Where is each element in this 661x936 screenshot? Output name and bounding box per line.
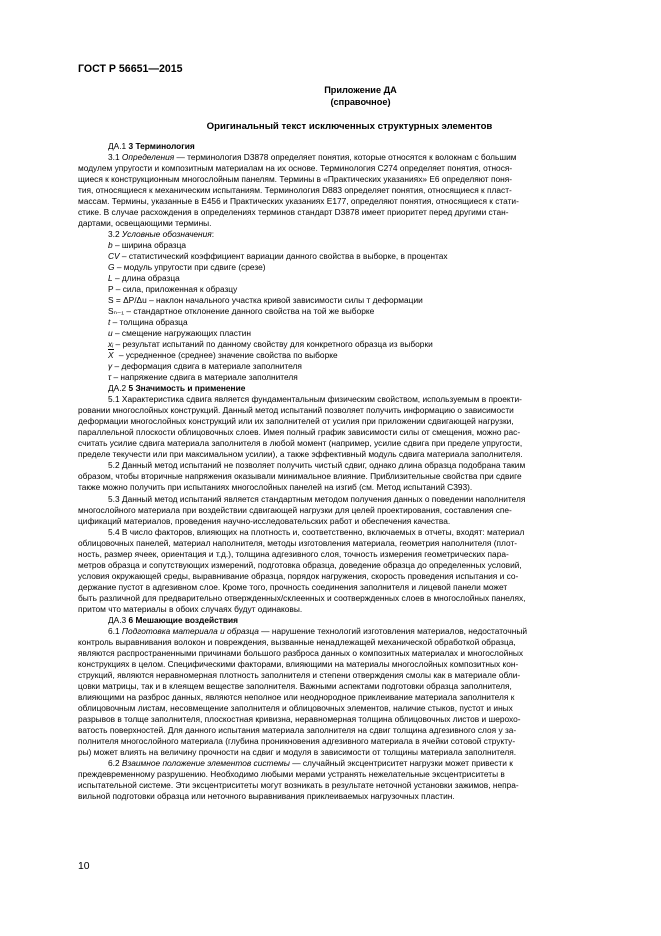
line-text: преждевременному разрушению. Необходимо любыми мерами устранять нежелательные эксцентриситеты в (78, 768, 505, 779)
line-text: – усредненное (среднее) значение свойства по выборке (116, 350, 338, 361)
emphasized-term: Определения (121, 152, 175, 163)
text-line (78, 648, 581, 659)
clause-title: 6 Мешающие воздействия (128, 614, 238, 625)
line-text: струкций, являются неравномерная плотность заполнителя и степени отверждения смолы как в материале обли- (78, 669, 521, 680)
text-line (78, 163, 581, 174)
emphasized-term: b (108, 240, 113, 251)
emphasized-term: Взаимное положение элементов системы (121, 757, 290, 768)
text-line (78, 449, 581, 460)
standard-designation: ГОСТ Р 56651—2015 (78, 63, 183, 75)
line-text: дартами, освещающими термины. (78, 218, 212, 229)
text-line (78, 471, 581, 482)
line-text: : (211, 229, 215, 240)
line-text: модулем упругости и композитным материалам на их основе. Терминология C274 определяет понятия, относя- (78, 163, 513, 174)
line-text: деформации многослойных конструкций или их заполнителей от усилия при приложении сдвигающей нагрузки, (78, 416, 514, 427)
line-text: – статистический коэффициент вариации данного свойства в выборке, в процентах (119, 251, 448, 262)
text-line (78, 273, 581, 284)
emphasized-term: G (108, 262, 115, 273)
text-line (78, 736, 581, 747)
text-line (78, 372, 581, 383)
text-line (78, 361, 581, 372)
line-text: ватость поверхностей. Для данного испытания материала заполнителя на сдвиг толщина адгезивного слоя у за- (78, 724, 517, 735)
line-text: 5.4 В число факторов, влияющих на плотность и, соответственно, включаемых в отчеты, входят: материал (108, 526, 525, 537)
text-line (78, 339, 581, 350)
line-text: влияющими на разброс данных, являются неполное или неоднородное приклеивание материала заполнителя к (78, 691, 515, 702)
emphasized-term: γ (108, 361, 113, 372)
text-line (78, 240, 581, 251)
text-line (78, 549, 581, 560)
line-text: стике. В случае расхождения в определениях терминов стандарт D3878 имеет приоритет перед другими стан- (78, 207, 509, 218)
line-text: облицовочным листам, несовмещение заполнителя и облицовочных элементов, наличие стыков, пустот и иных (78, 702, 513, 713)
document-body (78, 141, 581, 802)
line-text: S = ΔP/Δu – наклон начального участка кривой зависимости силы т деформации (108, 295, 423, 306)
line-text: метров образца и сопутствующих измерений, подготовка образца, доведение образца до определенных условий, (78, 559, 522, 570)
emphasized-term: xᵢ (108, 339, 114, 350)
clause-number: 6.2 (108, 757, 122, 768)
line-text: ры) может влиять на величину прочности на сдвиг и модуля в зависимости от толщины материала заполнителя. (78, 746, 517, 757)
clause-number: ДА.3 (108, 614, 129, 625)
text-line (78, 494, 581, 505)
text-line (78, 681, 581, 692)
emphasized-term: Условные обозначения (121, 229, 212, 240)
line-text: — терминология D3878 определяет понятия, которые относятся к волокнам с большим (174, 152, 517, 163)
line-text: 5.2 Данный метод испытаний не позволяет получить чистый сдвиг, однако длина образца подобрана таким (108, 460, 526, 471)
section-heading: Оригинальный текст исключенных структурных элементов (206, 121, 493, 132)
text-line (78, 350, 581, 361)
text-line (78, 747, 581, 758)
text-line (78, 516, 581, 527)
text-line (78, 218, 581, 229)
text-line (78, 670, 581, 681)
line-text: многослойного материала при воздействии сдвигающей нагрузки для целей проектирования, составления спе- (78, 504, 512, 515)
page-number: 10 (78, 861, 90, 872)
line-text: цовки матрицы, так и в клеящем веществе заполнителя. Важными аспектами подготовки образца заполнителя, (78, 680, 512, 691)
annex-subtitle: (справочное) (330, 97, 391, 108)
text-line (78, 560, 581, 571)
line-text: щиеся к конструкционным многослойным панелям. Термины в «Практических указаниях» E6 определяют поня- (78, 174, 513, 185)
text-line (78, 207, 581, 218)
text-line (78, 604, 581, 615)
clause-number: 6.1 (108, 625, 122, 636)
text-line (78, 593, 581, 604)
emphasized-term: u (108, 328, 113, 339)
text-line (78, 571, 581, 582)
line-text: – ширина образца (112, 240, 186, 251)
text-line (78, 615, 581, 626)
text-line (78, 758, 581, 769)
clause-number: 3.1 (108, 152, 122, 163)
text-line (78, 328, 581, 339)
clause-number: 3.2 (108, 229, 122, 240)
text-line (78, 141, 581, 152)
line-text: пределе текучести или при максимальном усилии), а также эффективный модуль сдвига материала заполнителя. (78, 449, 523, 460)
text-line (78, 780, 581, 791)
text-line (78, 714, 581, 725)
annex-title: Приложение ДА (324, 85, 397, 95)
line-text: массам. Термины, указанные в E456 и Практических указаниях E177, определяют понятия, относящиеся к стати- (78, 196, 519, 207)
text-line (78, 659, 581, 670)
line-text: P – сила, приложенная к образцу (108, 284, 238, 295)
line-text: разрывов в толще заполнителя, плоскостная кривизна, неравномерная толщина облицовочных листов и шерохо- (78, 713, 521, 724)
line-text: 5.1 Характеристика сдвига является фундаментальным физическим свойством, используемым в проекти- (108, 394, 522, 405)
line-text: цификаций материалов, проведения научно-исследовательских работ и обеспечения качества. (78, 515, 451, 526)
text-line (78, 791, 581, 802)
line-text: – модуль упругости при сдвиге (срезе) (114, 262, 266, 273)
text-line (78, 229, 581, 240)
text-line (78, 538, 581, 549)
line-text: 5.3 Данный метод испытаний является стандартным методом получения данных о поведении наполнителя (108, 493, 526, 504)
annex-header (0, 84, 661, 109)
line-text: являются распространенными причинами большого разброса данных о композитных материалах и многослойных (78, 647, 524, 658)
clause-number: ДА.1 (108, 141, 129, 151)
emphasized-term: t (108, 317, 111, 328)
clause-title: 3 Терминология (128, 141, 195, 151)
line-text: — нарушение технологий изготовления материалов, недостаточный (258, 625, 528, 636)
line-text: — случайный эксцентриситет нагрузки может привести к (289, 757, 513, 768)
emphasized-term: L (108, 273, 113, 284)
line-text: ровании многослойных конструкций. Данный метод испытаний позволяет получить информацию о зависимости (78, 405, 514, 416)
text-line (78, 306, 581, 317)
line-text: облицовочных панелей, материал наполнителя, методы изготовления материала, геометрия наполнителя (плот- (78, 537, 518, 548)
text-line (78, 703, 581, 714)
text-line (78, 460, 581, 471)
line-text: – результат испытаний по данному свойству для конкретного образца из выборки (113, 339, 433, 350)
text-line (78, 527, 581, 538)
text-line (78, 185, 581, 196)
line-text: испытательной системе. Эти эксцентриситеты могут возникать в результате неточной установки зажимов, непра- (78, 779, 519, 790)
line-text: тия, относящиеся к механическим испытаниям. Терминология D883 определяет понятия, относящиеся к пласт- (78, 185, 512, 196)
line-text: образом, чтобы вторичные напряжения оказывали минимальное влияние. Приблизительные свойства при сдвиге (78, 471, 522, 482)
text-line (78, 505, 581, 516)
text-line (78, 725, 581, 736)
line-text: – длина образца (112, 273, 180, 284)
text-line (78, 637, 581, 648)
text-line (78, 317, 581, 328)
line-text: ность, размер ячеек, ориентация и т.д.), толщина адгезивного слоя, точность измерения геометрических пара- (78, 548, 509, 559)
line-text: условия окружающей среды, выравнивание образца, порядок нагружения, скорость проведения испытания и со- (78, 570, 519, 581)
text-line (78, 152, 581, 163)
text-line (78, 262, 581, 273)
line-text: параллельной плоскости облицовочных слоев. Имея полный график зависимости силы от смещения, можно рас- (78, 427, 521, 438)
clause-number: ДА.2 (108, 383, 129, 394)
line-text: контроль выравнивания волокон и повреждения, вызванные ненадлежащей механической обработкой образца, (78, 636, 516, 647)
text-line (78, 405, 581, 416)
text-line (78, 174, 581, 185)
line-text: притом что материалы в обоих случаях будут одинаковы. (78, 603, 303, 614)
line-text: также можно получить при испытаниях многослойных панелей на изгиб (см. Метод испытаний C393). (78, 482, 473, 493)
text-line (78, 626, 581, 637)
text-line (78, 383, 581, 394)
text-line (78, 295, 581, 306)
emphasized-term: τ (108, 372, 112, 383)
emphasized-term: Подготовка материала и образца (121, 625, 259, 636)
text-line (78, 416, 581, 427)
emphasized-term: CV (108, 251, 120, 262)
text-line (78, 251, 581, 262)
text-line (78, 582, 581, 593)
text-line (78, 284, 581, 295)
line-text: держание пустот в адгезивном слое. Кроме того, прочность соединения заполнителя и лицевой панели может (78, 581, 508, 592)
line-text: быть различной для предварительно отвержденных/склеенных и соотвержденных слоев в многослойных панелях, (78, 592, 526, 603)
line-text: полнителя многослойного материала (глубина проникновения адгезивного материала в ячейки сотовой структу- (78, 735, 516, 746)
text-line (78, 769, 581, 780)
text-line (78, 482, 581, 493)
line-text: – напряжение сдвига в материале заполнителя (111, 372, 298, 383)
line-text: – деформация сдвига в материале заполнителя (112, 361, 302, 372)
line-text: конструкциях в целом. Специфическими факторами, влияющими на материалы многослойных композитных кон- (78, 658, 519, 669)
line-text: вильной подготовки образца или неточного выравнивания приклеиваемых нагрузочных пластин. (78, 790, 455, 801)
text-line (78, 196, 581, 207)
text-line (78, 692, 581, 703)
line-text: считать усилие сдвига материала заполнителя в любой момент (например, усилие сдвига при пределе упругости, (78, 438, 523, 449)
line-text: – толщина образца (110, 317, 188, 328)
line-text: Sₙ₋₁ – стандартное отклонение данного свойства на той же выборке (108, 306, 375, 317)
text-line (78, 427, 581, 438)
line-text: – смещение нагружающих пластин (112, 328, 251, 339)
mean-symbol: X (108, 350, 114, 361)
clause-title: 5 Значимость и применение (128, 383, 246, 394)
text-line (78, 394, 581, 405)
text-line (78, 438, 581, 449)
